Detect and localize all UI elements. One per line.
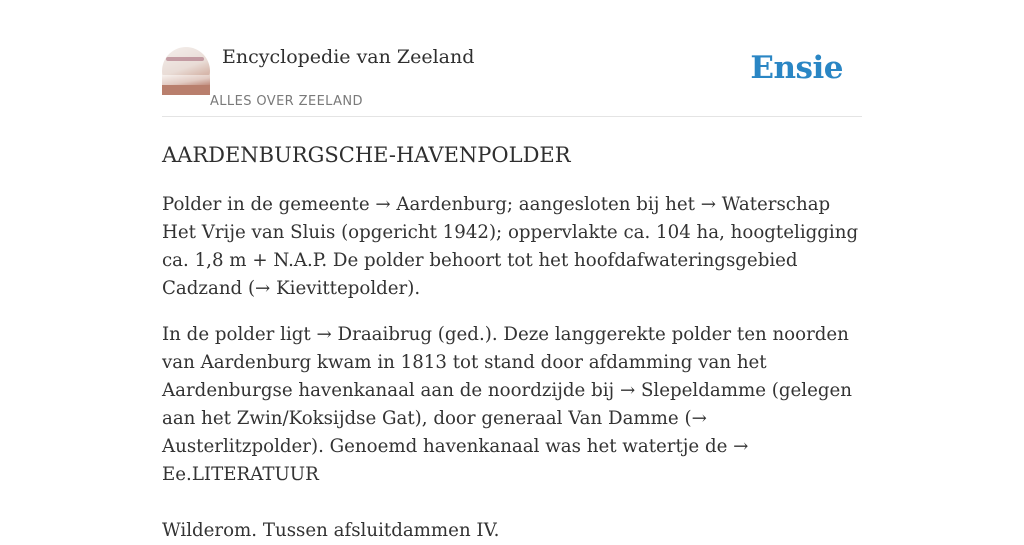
brand-logo[interactable]: Ensie <box>750 50 843 86</box>
avatar-detail <box>162 85 210 95</box>
entry-content <box>162 140 862 545</box>
entry-paragraph: In de polder ligt → Draaibrug (ged.). Deze langgerekte polder ten noorden van Aardenburg kwam in 1813 tot stand door afdamming van het Aardenburgse havenkanaal aan de noordzijde bij → Slepeldamme (gelegen aan het Zwin/Koksijdse Gat), door generaal Van Damme (→ Austerlitzpolder). Genoemd havenkanaal was het watertje de → Ee.LITERATUUR <box>162 324 852 485</box>
site-logo-avatar[interactable] <box>162 47 210 95</box>
entry-paragraph: Wilderom. Tussen afsluitdammen IV. <box>162 520 500 541</box>
avatar-detail <box>166 57 204 61</box>
avatar-detail <box>162 75 210 85</box>
site-subtitle: ALLES OVER ZEELAND <box>210 94 363 109</box>
entry-paragraph: Polder in de gemeente → Aardenburg; aangesloten bij het → Waterschap Het Vrije van Sluis (opgericht 1942); oppervlakte ca. 104 ha, hoogteligging ca. 1,8 m + N.A.P. De polder behoort tot het hoofdafwateringsgebied Cadzand (→ Kievittepolder). <box>162 194 859 299</box>
site-header <box>162 44 862 117</box>
site-title[interactable]: Encyclopedie van Zeeland <box>222 46 475 68</box>
entry-title: AARDENBURGSCHE-HAVENPOLDER <box>162 143 571 167</box>
